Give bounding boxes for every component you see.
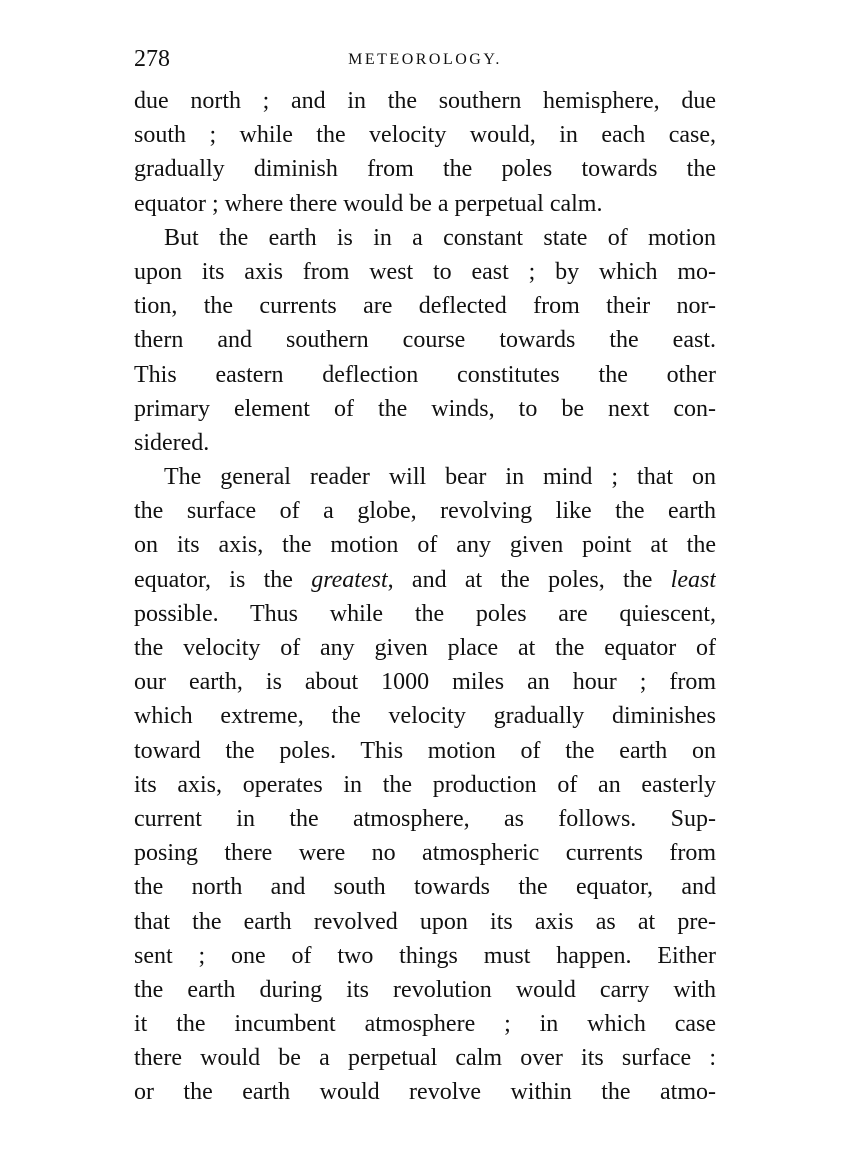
text-line: But the earth is in a constant state of motion (164, 224, 716, 251)
text-line-with-emphasis (134, 563, 716, 597)
text-line: The general reader will bear in mind ; that on (164, 464, 716, 491)
text-line: thern and southern course towards the east. (134, 327, 716, 354)
text-line: or the earth would revolve within the atmo- (134, 1079, 716, 1106)
text-line: the velocity of any given place at the equator of (134, 635, 716, 661)
text-line: on its axis, the motion of any given point at the (134, 532, 716, 559)
paragraph (134, 460, 716, 1110)
text-line: there would be a perpetual calm over its surface : (134, 1045, 716, 1072)
page-header (134, 44, 716, 74)
emphasis-greatest: greatest (311, 566, 388, 593)
text-line: current in the atmosphere, as follows. Sup- (134, 805, 716, 832)
text-line: toward the poles. This motion of the earth on (134, 737, 716, 764)
text-line: gradually diminish from the poles towards the (134, 156, 716, 183)
text-line: This eastern deflection constitutes the other (134, 361, 716, 388)
paragraph (134, 221, 716, 460)
text-line: tion, the currents are deflected from their nor- (134, 293, 716, 320)
text-line: posing there were no atmospheric currents from (134, 840, 716, 867)
emphasis-least: least (670, 566, 716, 593)
text-line: our earth, is about 1000 miles an hour ; from (134, 669, 716, 696)
text-line: the north and south towards the equator, and (134, 874, 716, 901)
text-line: due north ; and in the southern hemisphere, due (134, 88, 716, 114)
text-line: sent ; one of two things must happen. Either (134, 942, 716, 969)
text-fragment: equator, is the (134, 566, 312, 593)
text-line: upon its axis from west to east ; by which mo- (134, 258, 716, 285)
text-line: primary element of the winds, to be next con- (134, 395, 716, 422)
text-line: south ; while the velocity would, in each case, (134, 122, 716, 149)
text-line: equator ; where there would be a perpetual calm. (134, 190, 603, 217)
page-number: 278 (134, 46, 170, 72)
paragraph (134, 84, 716, 221)
text-line: it the incumbent atmosphere ; in which case (134, 1011, 716, 1038)
page-body (134, 84, 716, 1110)
text-line: its axis, operates in the production of an easterly (134, 771, 716, 798)
text-line: which extreme, the velocity gradually diminishes (134, 703, 716, 730)
text-line: possible. Thus while the poles are quiescent, (134, 600, 716, 627)
text-line: that the earth revolved upon its axis as at pre- (134, 908, 716, 935)
text-fragment: , and at the poles, the (387, 566, 671, 593)
text-line: the earth during its revolution would carry with (134, 976, 716, 1003)
text-line: sidered. (134, 429, 210, 456)
running-head: METEOROLOGY. (348, 51, 502, 68)
text-line: the surface of a globe, revolving like the earth (134, 498, 716, 525)
